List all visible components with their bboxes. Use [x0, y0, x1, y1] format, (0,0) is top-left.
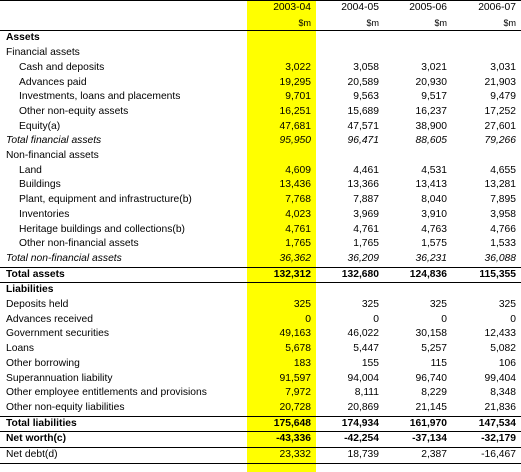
cell-value: 1,575 [421, 238, 447, 250]
table-row [0, 31, 521, 46]
cell-value: 21,836 [484, 401, 516, 413]
row-label: Other non-financial assets [19, 238, 139, 250]
cell-value: 4,761 [285, 223, 311, 235]
cell-value: 96,740 [415, 372, 447, 384]
cell-value: 96,471 [347, 135, 379, 147]
cell-value: 4,761 [353, 223, 379, 235]
cell-value: 161,970 [384, 416, 452, 432]
cell-value: 4,655 [490, 164, 516, 176]
cell-value [316, 149, 384, 164]
cell-value: 16,251 [279, 105, 311, 117]
cell-value: 9,517 [421, 91, 447, 103]
cell-value: 3,958 [490, 208, 516, 220]
cell-value: 115,355 [452, 267, 521, 283]
cell-value: 2,387 [384, 448, 452, 464]
cell-value: 1,765 [353, 238, 379, 250]
cell-value: 8,348 [490, 387, 516, 399]
row-label: Non-financial assets [6, 150, 99, 162]
row-label: Plant, equipment and infrastructure(b) [19, 194, 192, 206]
year-2005-06: 2005-06 [384, 1, 452, 16]
cell-value: 1,533 [490, 238, 516, 250]
cell-value: 9,563 [353, 91, 379, 103]
cell-value [247, 149, 316, 164]
table-row [0, 149, 521, 164]
cell-value: 175,648 [247, 416, 316, 432]
cell-value [452, 46, 521, 61]
cell-value [247, 46, 316, 61]
cell-value: 4,531 [421, 164, 447, 176]
cell-value: 3,058 [353, 61, 379, 73]
row-label: Other borrowing [6, 357, 80, 369]
cell-value: 3,910 [421, 208, 447, 220]
row-label: Buildings [19, 179, 61, 191]
unit-label: $m [247, 16, 316, 31]
row-label: Equity(a) [19, 120, 61, 132]
cell-value: 13,366 [347, 179, 379, 191]
table-row [0, 134, 521, 149]
row-label: Total liabilities [0, 416, 247, 432]
cell-value: 21,903 [484, 76, 516, 88]
row-label: Investments, loans and placements [19, 91, 181, 103]
cell-value: 17,252 [484, 105, 516, 117]
cell-value: 7,887 [353, 194, 379, 206]
table-row [0, 327, 521, 342]
table-row [0, 357, 521, 372]
row-label: Liabilities [6, 284, 54, 296]
table-row [0, 386, 521, 401]
cell-value: 0 [373, 313, 379, 325]
row-label: Heritage buildings and collections(b) [19, 223, 185, 235]
cell-value: 20,930 [415, 76, 447, 88]
cell-value: 99,404 [484, 372, 516, 384]
cell-value: 20,869 [347, 401, 379, 413]
cell-value: 20,728 [279, 401, 311, 413]
row-label: Government securities [6, 328, 110, 340]
unit-header-row [0, 16, 521, 31]
year-2004-05: 2004-05 [316, 1, 384, 16]
cell-value: 12,433 [484, 328, 516, 340]
cell-value [452, 149, 521, 164]
cell-value: 4,609 [285, 164, 311, 176]
cell-value: 0 [441, 313, 447, 325]
cell-value: 4,461 [353, 164, 379, 176]
cell-value [384, 46, 452, 61]
cell-value: 1,765 [285, 238, 311, 250]
cell-value: 91,597 [279, 372, 311, 384]
cell-value [316, 46, 384, 61]
table-row [0, 193, 521, 208]
row-label: Loans [6, 343, 35, 355]
table-row [0, 164, 521, 179]
row-label: Cash and deposits [19, 61, 105, 73]
row-label: Other non-equity liabilities [6, 401, 125, 413]
cell-value: 36,088 [484, 252, 516, 264]
table-row [0, 178, 521, 193]
cell-value: 132,680 [316, 267, 384, 283]
cell-value: 325 [293, 299, 311, 311]
cell-value: 9,479 [490, 91, 516, 103]
table-row [0, 223, 521, 238]
cell-value [384, 283, 452, 298]
cell-value: 36,231 [415, 252, 447, 264]
cell-value [247, 283, 316, 298]
row-label: Total non-financial assets [6, 252, 122, 264]
row-label: Net debt(d) [0, 448, 247, 464]
cell-value: 13,281 [484, 179, 516, 191]
table-row [0, 448, 521, 464]
cell-value: 8,229 [421, 387, 447, 399]
cell-value [384, 149, 452, 164]
table-row [0, 342, 521, 357]
table-row [0, 46, 521, 61]
cell-value: 0 [305, 313, 311, 325]
table-row [0, 313, 521, 328]
table-row [0, 237, 521, 252]
cell-value: 18,739 [316, 448, 384, 464]
row-label: Land [19, 164, 42, 176]
table-row [0, 208, 521, 223]
cell-value: 19,295 [279, 76, 311, 88]
cell-value [384, 31, 452, 46]
cell-value: 4,763 [421, 223, 447, 235]
row-label: Other non-equity assets [19, 105, 129, 117]
table-row [0, 267, 521, 283]
row-label: Inventories [19, 208, 70, 220]
cell-value [316, 283, 384, 298]
cell-value: 106 [498, 357, 516, 369]
cell-value: 132,312 [247, 267, 316, 283]
row-label: Total assets [0, 267, 247, 283]
table-row [0, 120, 521, 135]
unit-label: $m [384, 16, 452, 31]
cell-value: 3,969 [353, 208, 379, 220]
table-row [0, 416, 521, 432]
cell-value: 4,023 [285, 208, 311, 220]
cell-value: 174,934 [316, 416, 384, 432]
cell-value: 38,900 [415, 120, 447, 132]
row-label: Financial assets [6, 47, 80, 59]
row-label: Advances received [6, 313, 94, 325]
table-row [0, 252, 521, 267]
table-row [0, 90, 521, 105]
row-label: Advances paid [19, 76, 87, 88]
cell-value: 15,689 [347, 105, 379, 117]
cell-value: 325 [361, 299, 379, 311]
cell-value: 21,145 [415, 401, 447, 413]
cell-value: 115 [430, 357, 447, 369]
row-label: Superannuation liability [6, 372, 113, 384]
table-row [0, 283, 521, 298]
year-2003-04: 2003-04 [247, 1, 316, 16]
row-label: Total financial assets [6, 135, 102, 147]
cell-value: 5,257 [421, 343, 447, 355]
cell-value: 5,678 [285, 343, 311, 355]
year-2006-07: 2006-07 [452, 1, 521, 16]
cell-value: 183 [293, 357, 311, 369]
cell-value: 147,534 [452, 416, 521, 432]
header-blank [0, 16, 247, 31]
year-header-row [0, 1, 521, 16]
cell-value: 7,972 [285, 387, 311, 399]
cell-value: 49,163 [279, 328, 311, 340]
cell-value: 8,040 [421, 194, 447, 206]
cell-value: 8,111 [354, 387, 379, 399]
cell-value: 88,605 [415, 135, 447, 147]
table-row [0, 432, 521, 448]
cell-value: 36,209 [347, 252, 379, 264]
cell-value: 47,571 [347, 120, 379, 132]
unit-label: $m [452, 16, 521, 31]
cell-value: -32,179 [452, 432, 521, 448]
cell-value: 27,601 [484, 120, 516, 132]
cell-value: 7,768 [285, 194, 311, 206]
unit-label: $m [316, 16, 384, 31]
cell-value: 13,413 [415, 179, 447, 191]
table-row [0, 76, 521, 91]
header-blank [0, 1, 247, 16]
cell-value: 46,022 [347, 328, 379, 340]
row-label: Net worth(c) [0, 432, 247, 448]
cell-value: 30,158 [415, 328, 447, 340]
table-row [0, 372, 521, 387]
table-row [0, 61, 521, 76]
cell-value: -16,467 [452, 448, 521, 464]
table-row [0, 298, 521, 313]
cell-value: 79,266 [484, 135, 516, 147]
cell-value: 4,766 [490, 223, 516, 235]
cell-value: 47,681 [279, 120, 311, 132]
cell-value: 16,237 [415, 105, 447, 117]
table-row [0, 401, 521, 416]
cell-value: 3,022 [285, 61, 311, 73]
cell-value: 325 [498, 299, 516, 311]
cell-value: 0 [510, 313, 516, 325]
cell-value [247, 31, 316, 46]
cell-value: 124,836 [384, 267, 452, 283]
cell-value: -43,336 [247, 432, 316, 448]
cell-value [452, 283, 521, 298]
cell-value: 5,447 [353, 343, 379, 355]
cell-value: 94,004 [347, 372, 379, 384]
cell-value: 9,701 [285, 91, 311, 103]
cell-value: 95,950 [279, 135, 311, 147]
cell-value [316, 31, 384, 46]
cell-value: 36,362 [279, 252, 311, 264]
cell-value: 325 [429, 299, 447, 311]
cell-value: -37,134 [384, 432, 452, 448]
cell-value: 7,895 [490, 194, 516, 206]
row-label: Assets [6, 32, 40, 44]
row-label: Other employee entitlements and provisions [6, 387, 207, 399]
cell-value: 155 [361, 357, 379, 369]
cell-value: -42,254 [316, 432, 384, 448]
cell-value: 5,082 [490, 343, 516, 355]
table-row [0, 105, 521, 120]
cell-value [452, 31, 521, 46]
row-label: Deposits held [6, 299, 69, 311]
cell-value: 20,589 [347, 76, 379, 88]
cell-value: 13,436 [279, 179, 311, 191]
cell-value: 3,031 [490, 61, 516, 73]
cell-value: 3,021 [421, 61, 447, 73]
cell-value: 23,332 [247, 448, 316, 464]
